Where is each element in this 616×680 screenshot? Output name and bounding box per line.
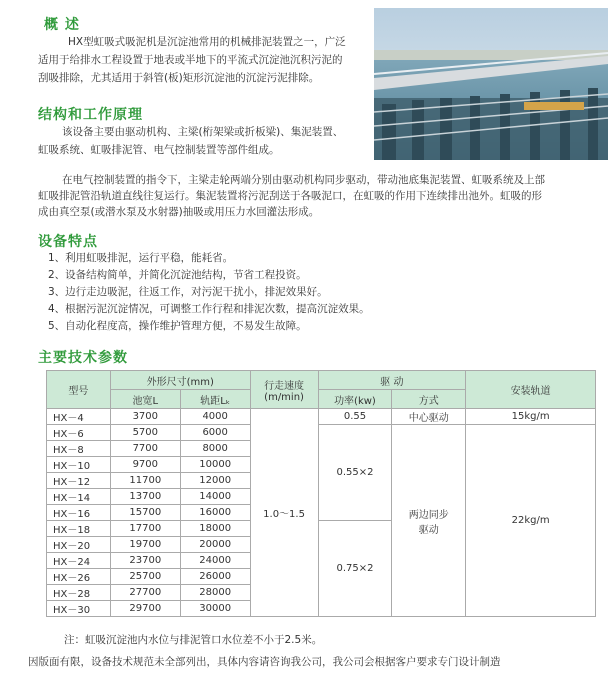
cell-gauge: 14000: [180, 489, 250, 505]
cell-gauge: 4000: [180, 409, 250, 425]
feature-item: 5、自动化程度高，操作维护管理方便，不易发生故障。: [48, 320, 307, 332]
cell-width: 27700: [110, 585, 180, 601]
header-rail: 安装轨道: [466, 371, 596, 409]
cell-rail-1: 15kg/m: [466, 409, 596, 425]
cell-width: 11700: [110, 473, 180, 489]
cell-power-1: 0.55: [318, 409, 392, 425]
cell-mode-2a: 两边同步: [408, 509, 449, 521]
cell-gauge: 26000: [180, 569, 250, 585]
structure-line-2: 虹吸系统、虹吸排泥管、电气控制装置等部件组成。: [38, 144, 280, 156]
cell-width: 29700: [110, 601, 180, 617]
cell-width: 9700: [110, 457, 180, 473]
cell-mode-2: [392, 425, 466, 617]
cell-width: 3700: [110, 409, 180, 425]
cell-gauge: 28000: [180, 585, 250, 601]
overview-title: 概 述: [44, 17, 80, 33]
cell-mode-2b: 驱动: [418, 524, 439, 536]
cell-width: 25700: [110, 569, 180, 585]
structure-line-1: 该设备主要由驱动机构、主梁(桁架梁或折板梁)、集泥装置、: [62, 126, 344, 138]
header-width: 池宽L: [110, 390, 180, 409]
feature-item: 1、利用虹吸排泥，运行平稳，能耗省。: [48, 252, 234, 264]
cell-power-2: 0.55×2: [318, 425, 392, 521]
header-drive: 驱 动: [318, 371, 466, 390]
cell-width: 19700: [110, 537, 180, 553]
cell-gauge: 8000: [180, 441, 250, 457]
cell-model: HX－28: [47, 585, 111, 601]
footer-text: 因版面有限，设备技术规范未全部列出，具体内容请咨询我公司，我公司会根据客户要求专门设计制造: [28, 656, 501, 668]
feature-item: 2、设备结构简单，并简化沉淀池结构，节省工程投资。: [48, 269, 307, 281]
cell-gauge: 18000: [180, 521, 250, 537]
features-list: [48, 250, 370, 335]
sedimentation-tank-photo: [374, 8, 608, 160]
table-row: [47, 409, 596, 425]
cell-width: 5700: [110, 425, 180, 441]
cell-gauge: 12000: [180, 473, 250, 489]
cell-gauge: 24000: [180, 553, 250, 569]
cell-gauge: 10000: [180, 457, 250, 473]
cell-mode-1: 中心驱动: [392, 409, 466, 425]
cell-gauge: 30000: [180, 601, 250, 617]
cell-model: HX－12: [47, 473, 111, 489]
cell-power-3: 0.75×2: [318, 521, 392, 617]
header-speed-unit: (m/min): [264, 391, 304, 403]
structure-line-3: 在电气控制装置的指令下，主梁走轮两端分别由驱动机构同步驱动，带动池底集泥装置、虹吸系统及上部: [62, 174, 545, 186]
feature-item: 3、边行走边吸泥，往返工作，对污泥干扰小，排泥效果好。: [48, 286, 328, 298]
spec-table: [46, 370, 596, 617]
overview-line-3: 刮吸排除，尤其适用于斜管(板)矩形沉淀池的沉淀污泥排除。: [38, 72, 320, 84]
cell-rail-2: 22kg/m: [466, 425, 596, 617]
table-note: 注：虹吸沉淀池内水位与排泥管口水位差不小于2.5米。: [64, 634, 323, 646]
cell-gauge: 6000: [180, 425, 250, 441]
cell-model: HX－30: [47, 601, 111, 617]
header-dims: 外形尺寸(mm): [110, 371, 250, 390]
cell-model: HX－6: [47, 425, 111, 441]
cell-model: HX－18: [47, 521, 111, 537]
cell-model: HX－20: [47, 537, 111, 553]
overview-line-1: HX型虹吸式吸泥机是沉淀池常用的机械排泥装置之一，广泛: [68, 36, 346, 48]
header-mode: 方式: [392, 390, 466, 409]
header-power: 功率(kw): [318, 390, 392, 409]
cell-width: 7700: [110, 441, 180, 457]
cell-model: HX－4: [47, 409, 111, 425]
header-gauge: 轨距Lₖ: [180, 390, 250, 409]
cell-model: HX－10: [47, 457, 111, 473]
structure-line-5: 成由真空泵(或潜水泵及水射器)抽吸或用压力水回灌法形成。: [38, 206, 320, 218]
cell-model: HX－26: [47, 569, 111, 585]
cell-model: HX－24: [47, 553, 111, 569]
cell-model: HX－16: [47, 505, 111, 521]
cell-model: HX－8: [47, 441, 111, 457]
table-row: [47, 425, 596, 441]
feature-item: 4、根据污泥沉淀情况，可调整工作行程和排泥次数，提高沉淀效果。: [48, 303, 370, 315]
cell-width: 23700: [110, 553, 180, 569]
overview-line-2: 适用于给排水工程设置于地表或半地下的平流式沉淀池沉积污泥的: [38, 54, 343, 66]
cell-gauge: 20000: [180, 537, 250, 553]
header-speed: [250, 371, 318, 409]
cell-gauge: 16000: [180, 505, 250, 521]
header-speed-label: 行走速度: [264, 380, 305, 392]
params-title: 主要技术参数: [38, 350, 128, 366]
cell-width: 13700: [110, 489, 180, 505]
header-model: 型号: [47, 371, 111, 409]
structure-title: 结构和工作原理: [38, 107, 143, 123]
cell-width: 17700: [110, 521, 180, 537]
structure-line-4: 虹吸排泥管沿轨道直线往复运行。集泥装置将污泥刮送于各吸泥口，在虹吸的作用下连续排出池外。虹吸的形: [38, 190, 542, 202]
features-title: 设备特点: [38, 234, 98, 250]
cell-speed: 1.0～1.5: [250, 409, 318, 617]
cell-width: 15700: [110, 505, 180, 521]
cell-model: HX－14: [47, 489, 111, 505]
